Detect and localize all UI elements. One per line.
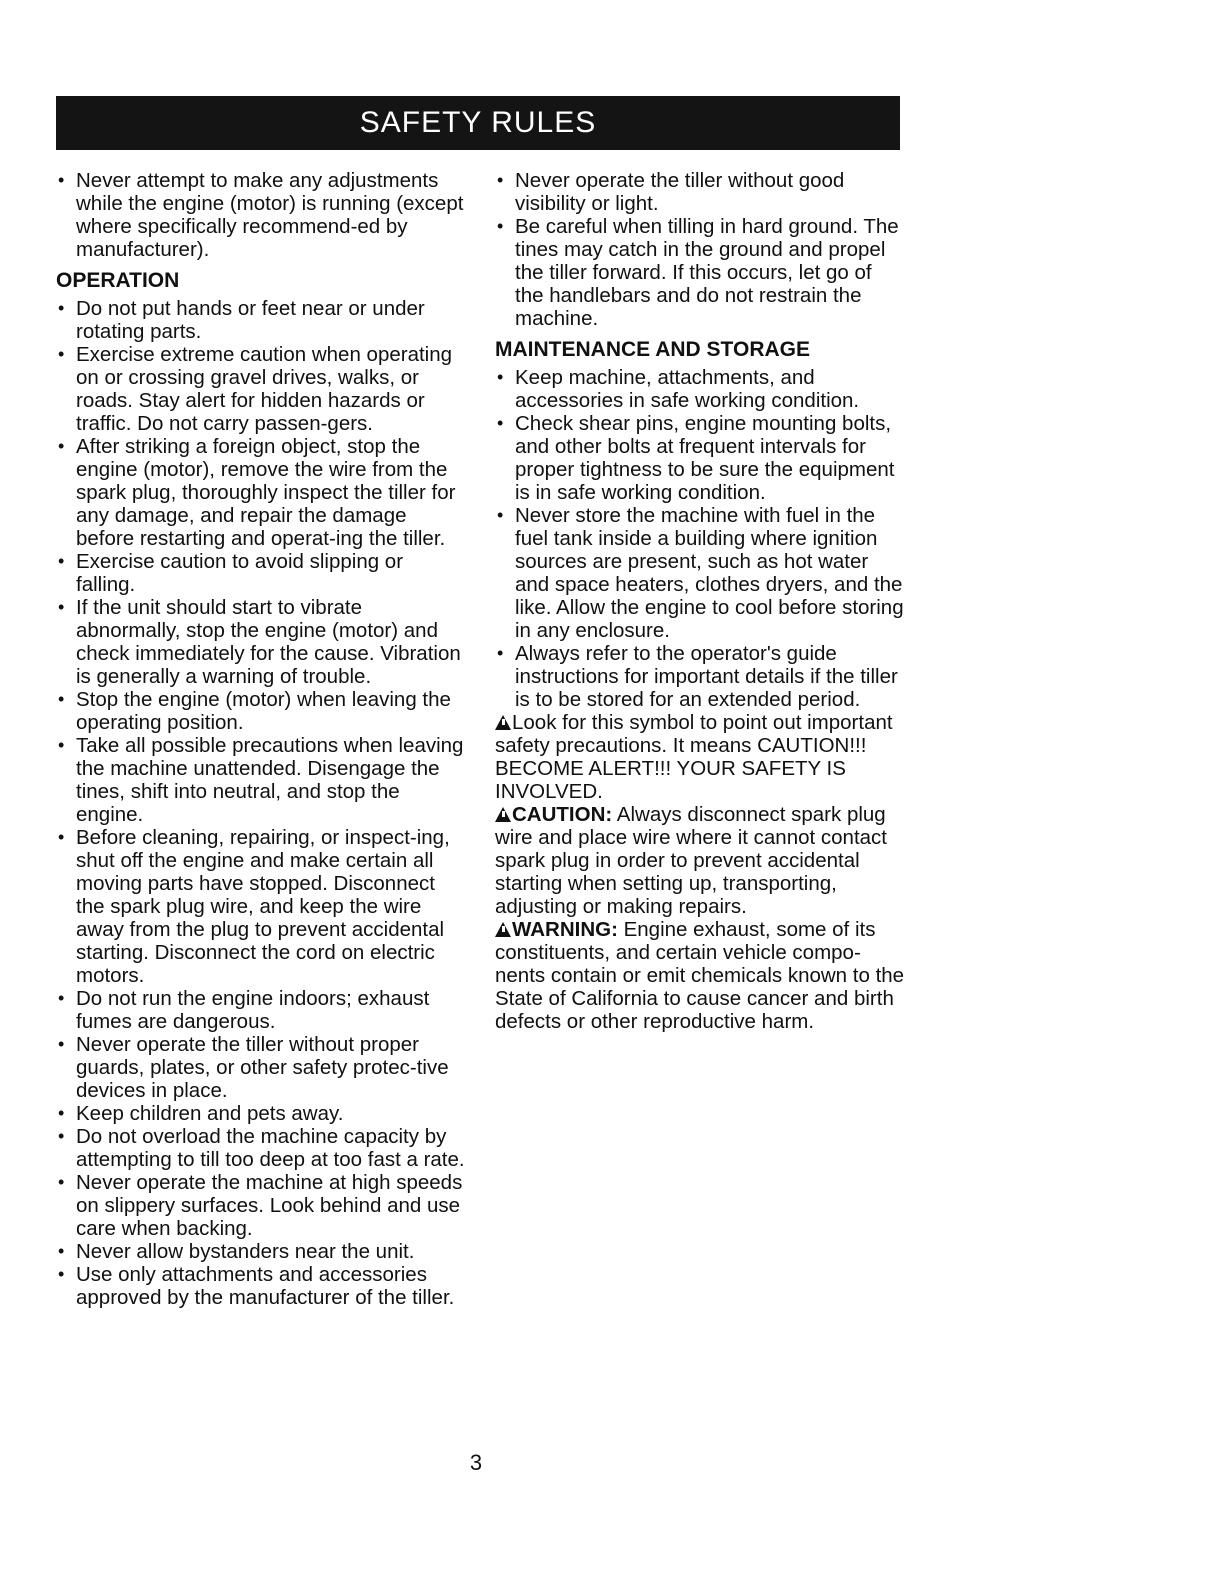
safety-rules-banner [56, 96, 900, 150]
list-item: • Never operate the tiller without good visibility or light. [495, 169, 905, 215]
list-item: • After striking a foreign object, stop the engine (motor), remove the wire from the spark plug, thoroughly inspect the tiller for any damage, and repair the damage before restarting and operat-ing the tiller. [56, 435, 466, 550]
list-item: • Never operate the machine at high speeds on slippery surfaces. Look behind and use care when backing. [56, 1171, 466, 1240]
list-item: • Do not put hands or feet near or under rotating parts. [56, 297, 466, 343]
list-item: • Never attempt to make any adjustments while the engine (motor) is running (except where specifically recommend-ed by manufacturer). [56, 169, 466, 261]
list-item: • Do not overload the machine capacity by attempting to till too deep at too fast a rate. [56, 1125, 466, 1171]
warning-triangle-icon [495, 922, 511, 937]
list-item: • Never operate the tiller without proper guards, plates, or other safety protec-tive devices in place. [56, 1033, 466, 1102]
warning-label: WARNING: [512, 918, 618, 941]
right-intro-list [495, 169, 905, 330]
page-number: 3 [469, 1450, 483, 1475]
list-item: • Take all possible precautions when leaving the machine unattended. Disengage the tines, shift into neutral, and stop the engine. [56, 734, 466, 826]
list-item: • Keep machine, attachments, and accessories in safe working condition. [495, 366, 905, 412]
list-item: • If the unit should start to vibrate abnormally, stop the engine (motor) and check immediately for the cause. Vibration is generally a warning of trouble. [56, 596, 466, 688]
list-item: • Do not run the engine indoors; exhaust fumes are dangerous. [56, 987, 466, 1033]
warning-note [495, 918, 905, 1033]
maintenance-list [495, 366, 905, 711]
list-item: • Never store the machine with fuel in the fuel tank inside a building where ignition sources are present, such as hot water and space heaters, clothes dryers, and the like. Allow the engine to cool before storing in any enclosure. [495, 504, 905, 642]
right-column [495, 169, 905, 1033]
list-item: • Use only attachments and accessories approved by the manufacturer of the tiller. [56, 1263, 466, 1309]
list-item: • Exercise extreme caution when operating on or crossing gravel drives, walks, or roads. Stay alert for hidden hazards or traffic. Do not carry passen-gers. [56, 343, 466, 435]
warning-triangle-icon [495, 807, 511, 822]
warning-text: Engine exhaust, some of its constituents, and certain vehicle compo-nents contain or emit chemicals known to the State of California to cause cancer and birth defects or other reproductive harm. [495, 918, 905, 1033]
warning-triangle-icon [495, 715, 511, 730]
operation-heading: OPERATION [56, 269, 180, 292]
symbol-note-text: Look for this symbol to point out important safety precautions. It means CAUTION!!! BECOME ALERT!!! YOUR SAFETY IS INVOLVED. [495, 711, 893, 803]
list-item: • Never allow bystanders near the unit. [56, 1240, 466, 1263]
left-intro-list [56, 169, 466, 261]
list-item: • Keep children and pets away. [56, 1102, 466, 1125]
symbol-note [495, 711, 905, 803]
list-item: • Before cleaning, repairing, or inspect-ing, shut off the engine and make certain all moving parts have stopped. Disconnect the spark plug wire, and keep the wire away from the plug to prevent accidental starting. Disconnect the cord on electric motors. [56, 826, 466, 987]
left-column [56, 169, 466, 1309]
list-item: • Always refer to the operator's guide instructions for important details if the tiller is to be stored for an extended period. [495, 642, 905, 711]
caution-label: CAUTION: [512, 803, 613, 826]
caution-note [495, 803, 905, 918]
list-item: • Be careful when tilling in hard ground. The tines may catch in the ground and propel the tiller forward. If this occurs, let go of the handlebars and do not restrain the machine. [495, 215, 905, 330]
banner-title: SAFETY RULES [359, 106, 597, 139]
list-item: • Exercise caution to avoid slipping or falling. [56, 550, 466, 596]
maintenance-heading: MAINTENANCE AND STORAGE [495, 338, 811, 361]
caution-text: Always disconnect spark plug wire and place wire where it cannot contact spark plug in order to prevent accidental starting when setting up, transporting, adjusting or making repairs. [495, 803, 887, 918]
list-item: • Stop the engine (motor) when leaving the operating position. [56, 688, 466, 734]
operation-list [56, 297, 466, 1309]
list-item: • Check shear pins, engine mounting bolts, and other bolts at frequent intervals for proper tightness to be sure the equipment is in safe working condition. [495, 412, 905, 504]
